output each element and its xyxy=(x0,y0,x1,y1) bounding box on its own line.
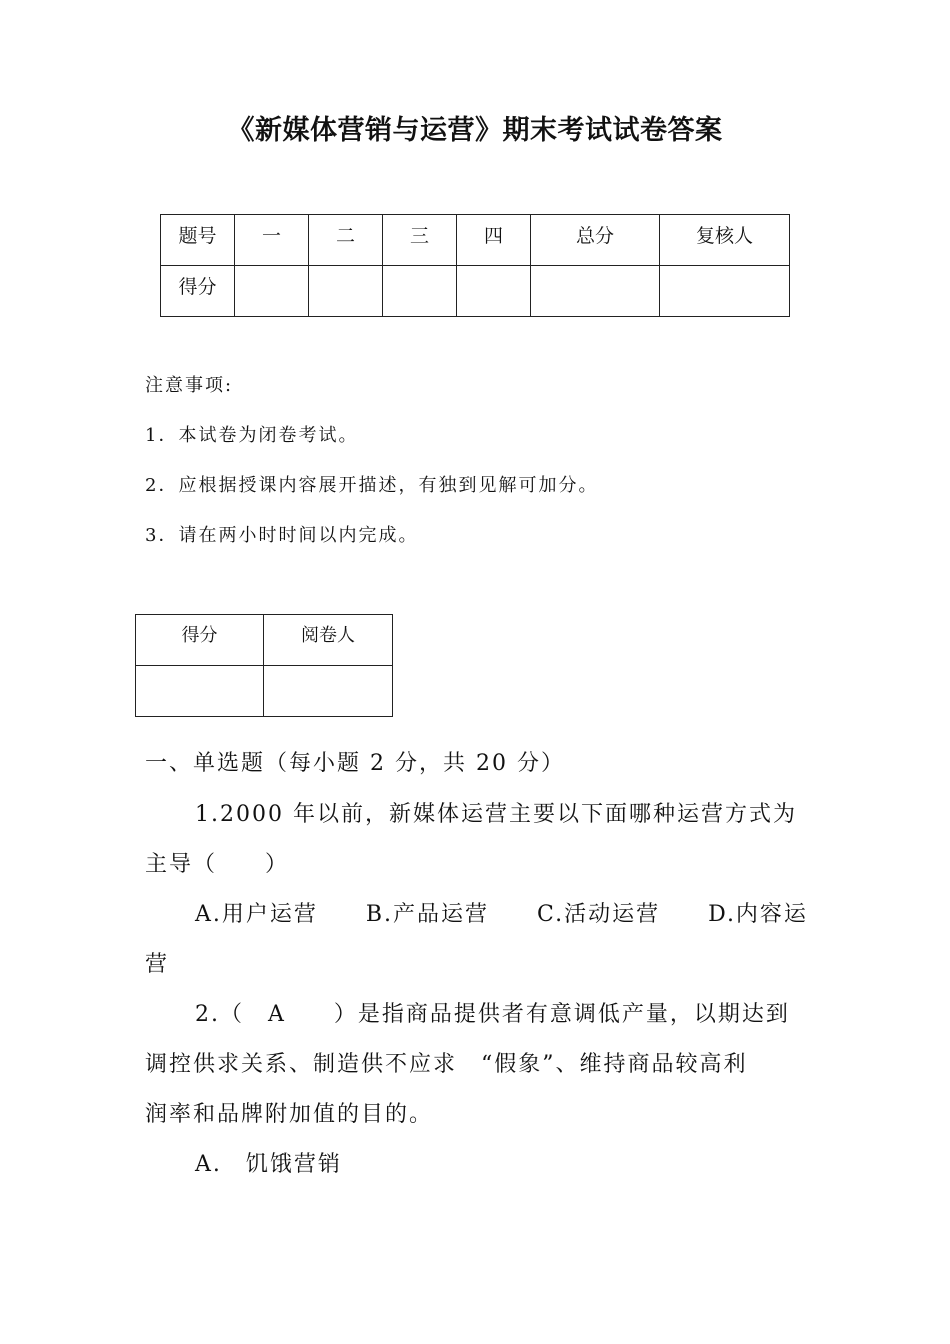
question-1-options: A.用户运营 B.产品运营 C.活动运营 D.内容运 xyxy=(195,902,808,927)
page-title: 《新媒体营销与运营》期末考试试卷答案 xyxy=(227,115,723,146)
grader-table-entry-row xyxy=(136,666,393,717)
score-cell-4[interactable] xyxy=(457,266,531,317)
header-reviewer: 复核人 xyxy=(660,215,790,266)
header-question-number: 题号 xyxy=(161,215,235,266)
section-heading: 一、单选题（每小题 2 分，共 20 分） xyxy=(145,751,565,776)
score-table-score-row xyxy=(161,266,790,317)
grader-score-cell[interactable] xyxy=(136,666,264,717)
notes-section xyxy=(145,373,598,573)
question-2-text-cont: 调控供求关系、制造供不应求 “假象”、维持商品较高利 xyxy=(145,1052,748,1077)
header-part-1: 一 xyxy=(235,215,309,266)
question-1-options-cont: 营 xyxy=(145,952,170,977)
score-cell-1[interactable] xyxy=(235,266,309,317)
question-2-text: 2.（ A ）是指商品提供者有意调低产量，以期达到 xyxy=(195,1002,790,1027)
grader-header-grader: 阅卷人 xyxy=(264,615,393,666)
note-item: 3．请在两小时时间以内完成。 xyxy=(145,525,419,546)
score-cell-reviewer[interactable] xyxy=(660,266,790,317)
header-part-4: 四 xyxy=(457,215,531,266)
question-1-text-cont: 主导（ ） xyxy=(145,852,290,877)
note-item: 1．本试卷为闭卷考试。 xyxy=(145,425,359,446)
note-item: 2．应根据授课内容展开描述，有独到见解可加分。 xyxy=(145,475,599,496)
score-table xyxy=(160,214,790,317)
question-2-text-cont: 润率和品牌附加值的目的。 xyxy=(145,1102,434,1127)
grader-name-cell[interactable] xyxy=(264,666,393,717)
notes-heading: 注意事项: xyxy=(145,375,234,396)
score-cell-2[interactable] xyxy=(309,266,383,317)
header-total: 总分 xyxy=(531,215,660,266)
header-part-2: 二 xyxy=(309,215,383,266)
score-cell-3[interactable] xyxy=(383,266,457,317)
grader-table xyxy=(135,614,393,717)
grader-header-score: 得分 xyxy=(136,615,264,666)
header-part-3: 三 xyxy=(383,215,457,266)
score-cell-total[interactable] xyxy=(531,266,660,317)
question-2-option-a: A. 饥饿营销 xyxy=(195,1152,342,1177)
score-table-header-row xyxy=(161,215,790,266)
grader-table-header-row xyxy=(136,615,393,666)
row-label-score: 得分 xyxy=(161,266,235,317)
question-1-text: 1.2000 年以前，新媒体运营主要以下面哪种运营方式为 xyxy=(195,802,797,827)
